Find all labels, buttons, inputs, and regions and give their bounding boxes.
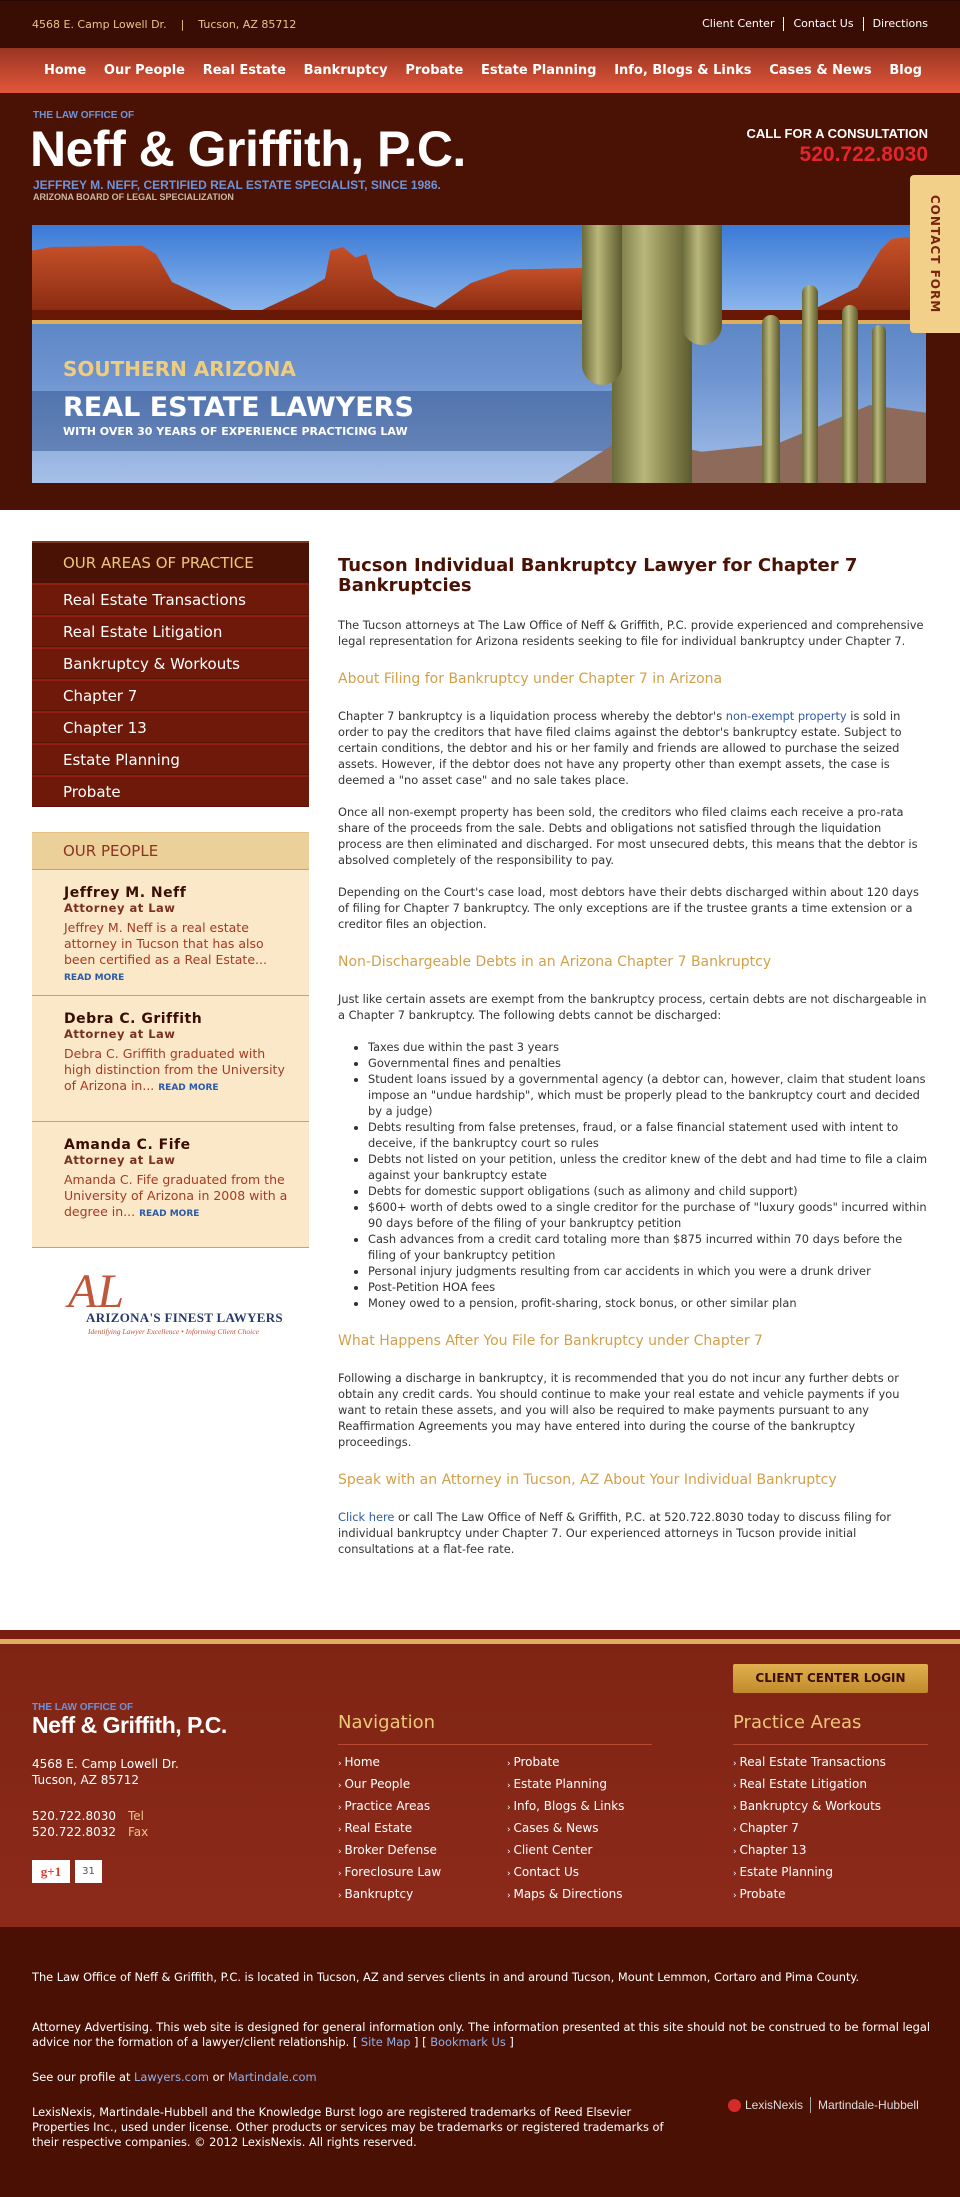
- paragraph: Just like certain assets are exempt from the bankruptcy process, certain debts are not dischargeable in a Chapter 7 bankruptcy. The following debts cannot be discharged:: [338, 992, 927, 1022]
- banner-line3: WITH OVER 30 YEARS OF EXPERIENCE PRACTICING LAW: [63, 425, 408, 438]
- read-more-link[interactable]: READ MORE: [158, 1083, 219, 1093]
- fax-number: 520.722.8032: [32, 1825, 116, 1839]
- footer-link: [733, 1795, 886, 1817]
- logo-name[interactable]: Neff & Griffith, P.C.: [30, 121, 466, 177]
- tel-label: Tel: [127, 1809, 144, 1823]
- footer-link-contact-us[interactable]: Contact Us: [513, 1865, 580, 1879]
- legal-footer: [0, 1927, 960, 2197]
- text: or call The Law Office of Neff & Griffith, P.C. at 520.722.8030 today to discuss filing for individual bankruptcy under Chapter 7. Our experienced attorneys in Tucson provide initial consultations at a flat-fee rate.: [338, 1510, 892, 1556]
- banner-line2: REAL ESTATE LAWYERS: [63, 392, 414, 423]
- nav-cases-news[interactable]: Cases & News: [769, 63, 872, 78]
- client-center-login-button[interactable]: CLIENT CENTER LOGIN: [733, 1664, 928, 1693]
- hero-banner: [32, 225, 926, 483]
- footer-link: [507, 1883, 624, 1905]
- non-dischargeable-list: [368, 1039, 928, 1311]
- footer-nav-col1: [338, 1751, 441, 1905]
- footer-link: [507, 1795, 624, 1817]
- section-heading: About Filing for Bankruptcy under Chapter 7 in Arizona: [338, 671, 723, 687]
- practice-areas-menu: [32, 541, 309, 807]
- location-statement: The Law Office of Neff & Griffith, P.C. is located in Tucson, AZ and serves clients in and around Tucson, Mount Lemmon, Cortaro and Pima County.: [32, 1970, 860, 1984]
- martindale-link[interactable]: Martindale.com: [227, 2070, 317, 2084]
- read-more-link[interactable]: READ MORE: [64, 973, 125, 983]
- google-plus-one-button[interactable]: [32, 1860, 102, 1883]
- knowledge-burst-icon: [728, 2099, 741, 2112]
- footer-link-real-estate[interactable]: Real Estate: [344, 1821, 413, 1835]
- footer-link: [507, 1751, 624, 1773]
- consultation-callout: [747, 126, 929, 167]
- footer-link: [507, 1817, 624, 1839]
- footer-link-our-people[interactable]: Our People: [344, 1777, 411, 1791]
- practice-item-real-estate-transactions[interactable]: Real Estate Transactions: [32, 583, 309, 615]
- practice-item-bankruptcy-workouts[interactable]: Bankruptcy & Workouts: [32, 647, 309, 679]
- contact-form-tab[interactable]: [910, 175, 960, 333]
- nav-our-people[interactable]: Our People: [103, 63, 186, 78]
- list-item: • $600+ worth of debts owed to a single creditor for the purchase of "luxury goods" incurred within 90 days before of the filing of your bankruptcy petition: [368, 1199, 928, 1231]
- logo-prefix: THE LAW OFFICE OF: [33, 110, 135, 121]
- person-title: Attorney at Law: [64, 901, 176, 915]
- list-item: • Student loans issued by a governmental agency (a debtor can, however, claim that student loans impose an "undue hardship", which must be properly plead to the bankruptcy court and decided by a judge): [368, 1071, 928, 1119]
- header: [0, 93, 960, 510]
- footer: [0, 1644, 960, 1927]
- footer-link: [338, 1773, 441, 1795]
- practice-item-chapter-13[interactable]: Chapter 13: [32, 711, 309, 743]
- footer-link: [733, 1773, 886, 1795]
- disclaimer: [32, 2020, 932, 2050]
- page-title: Tucson Individual Bankruptcy Lawyer for Chapter 7 Bankruptcies: [338, 555, 858, 596]
- person-title: Attorney at Law: [64, 1153, 176, 1167]
- bookmark-link[interactable]: Bookmark Us: [430, 2035, 506, 2049]
- footer-link-info-blogs[interactable]: Info, Blogs & Links: [513, 1799, 625, 1813]
- nav-bankruptcy[interactable]: Bankruptcy: [303, 63, 388, 78]
- footer-link: [733, 1817, 886, 1839]
- footer-link: [338, 1861, 441, 1883]
- site-map-link[interactable]: Site Map: [360, 2035, 411, 2049]
- footer-link: [733, 1751, 886, 1773]
- banner-line1: SOUTHERN ARIZONA: [63, 357, 296, 381]
- contact-us-link[interactable]: Contact Us: [783, 17, 862, 31]
- footer-city: Tucson, AZ 85712: [32, 1773, 139, 1787]
- practice-item-estate-planning[interactable]: Estate Planning: [32, 743, 309, 775]
- list-item: • Personal injury judgments resulting from car accidents in which you were a drunk driver: [368, 1263, 928, 1279]
- footer-practice-link[interactable]: Chapter 7: [739, 1821, 799, 1835]
- profile-links: [32, 2070, 932, 2085]
- person-bio: Jeffrey M. Neff is a real estate attorney in Tucson that has also been certified as a Real Estate...: [64, 920, 267, 967]
- paragraph: Depending on the Court's case load, most debtors have their debts discharged within about 120 days of filing for Chapter 7 bankruptcy. The only exceptions are if the trustee grants a time extension or a creditor files an objection.: [338, 885, 919, 931]
- nav-home[interactable]: Home: [44, 63, 87, 78]
- text: Attorney Advertising. This web site is designed for general information only. The information presented at this site should not be construed to be formal legal advice nor the formation of a lawyer/client relationship. [: [32, 2020, 931, 2049]
- logo-subtagline: ARIZONA BOARD OF LEGAL SPECIALIZATION: [33, 192, 234, 202]
- footer-practice-list: [733, 1751, 886, 1905]
- person-name[interactable]: Amanda C. Fife: [64, 1137, 191, 1153]
- footer-link-estate-planning[interactable]: Estate Planning: [513, 1777, 607, 1791]
- footer-address: [32, 1756, 179, 1788]
- divider: [733, 1744, 928, 1745]
- directions-link[interactable]: Directions: [863, 17, 928, 31]
- read-more-link[interactable]: READ MORE: [139, 1209, 200, 1219]
- footer-link: [733, 1861, 886, 1883]
- footer-link: [507, 1773, 624, 1795]
- utility-links: [693, 17, 928, 31]
- afl-logo-mark: AL: [68, 1265, 125, 1318]
- footer-practice-link[interactable]: Real Estate Transactions: [739, 1755, 886, 1769]
- person-bio: Amanda C. Fife graduated from the University of Arizona in 2008 with a degree in...: [64, 1172, 288, 1219]
- footer-link-foreclosure-law[interactable]: Foreclosure Law: [344, 1865, 442, 1879]
- list-item: • Debts not listed on your petition, unless the creditor knew of the debt and had time to file a claim against your bankruptcy estate: [368, 1151, 928, 1183]
- section-heading: Speak with an Attorney in Tucson, AZ About Your Individual Bankruptcy: [338, 1472, 837, 1488]
- paragraph: [338, 708, 928, 788]
- nav-real-estate[interactable]: Real Estate: [202, 63, 286, 78]
- address-street: 4568 E. Camp Lowell Dr.: [32, 18, 167, 31]
- footer-link: [338, 1839, 441, 1861]
- person-card: [32, 870, 309, 996]
- footer-link-probate[interactable]: Probate: [513, 1755, 560, 1769]
- plus-one-count: 31: [75, 1860, 102, 1883]
- footer-practice-link[interactable]: Bankruptcy & Workouts: [739, 1799, 882, 1813]
- text: See our profile at: [32, 2070, 135, 2084]
- footer-practice-link[interactable]: Real Estate Litigation: [739, 1777, 867, 1791]
- paragraph: Once all non-exempt property has been sold, the creditors who filed claims each receive a pro-rata share of the proceeds from the sale. Debts and obligations not satisfied through the liquidation process are then eliminated and discharged. For most unsecured debts, this means that the debtor is absolved completely of the responsibility to pay.: [338, 805, 918, 867]
- lexisnexis-logo: [728, 2097, 919, 2113]
- footer-navigation-title: Navigation: [338, 1712, 436, 1733]
- footer-practice-link[interactable]: Probate: [739, 1887, 786, 1901]
- footer-nav-col2: [507, 1751, 624, 1905]
- main-nav: [0, 48, 960, 93]
- footer-divider: [0, 1630, 960, 1639]
- nav-info-blogs-links[interactable]: Info, Blogs & Links: [614, 63, 752, 78]
- click-here-link[interactable]: Click here: [338, 1510, 395, 1524]
- banner-landscape: [32, 225, 926, 310]
- section-heading: Non-Dischargeable Debts in an Arizona Chapter 7 Bankruptcy: [338, 954, 772, 970]
- lexis-wordmark: LexisNexis: [745, 2097, 804, 2112]
- footer-link: [507, 1839, 624, 1861]
- afl-slogan: Identifying Lawyer Excellence • Informing Client Choice: [88, 1327, 259, 1336]
- top-address: [32, 18, 296, 31]
- list-item: • Cash advances from a credit card totaling more than $875 incurred within 70 days before the filing of your bankruptcy petition: [368, 1231, 928, 1263]
- footer-link-practice-areas[interactable]: Practice Areas: [344, 1799, 431, 1813]
- nav-estate-planning[interactable]: Estate Planning: [481, 63, 597, 78]
- non-exempt-property-link[interactable]: non-exempt property: [725, 709, 847, 723]
- person-name[interactable]: Debra C. Griffith: [64, 1011, 203, 1027]
- top-bar: [0, 0, 960, 48]
- lawyers-com-link[interactable]: Lawyers.com: [134, 2070, 209, 2084]
- text: ]: [505, 2035, 514, 2049]
- our-people-title: OUR PEOPLE: [32, 833, 309, 870]
- person-title: Attorney at Law: [64, 1027, 176, 1041]
- footer-link: [338, 1883, 441, 1905]
- header-phone[interactable]: 520.722.8030: [799, 143, 928, 166]
- nav-probate[interactable]: Probate: [405, 63, 464, 78]
- list-item: • Money owed to a pension, profit-sharing, stock bonus, or other similar plan: [368, 1295, 928, 1311]
- trademark-notice: LexisNexis, Martindale-Hubbell and the Knowledge Burst logo are registered trademarks of Reed Elsevier Properties Inc., used under license. Other products or services may be trademarks or registered trademarks of their respective companies. © 2012 LexisNexis. All rights reserved.: [32, 2105, 664, 2149]
- text: is sold in order to pay the creditors that have filed claims against the debtor's bankruptcy estate. Subject to certain conditions, the debtor and his or her family and friends are allowed to purchase the seized assets. However, if the debtor does not have any property other than exempt assets, the case is deemed a "no asset case" and no sale takes place.: [338, 709, 902, 787]
- tel-number[interactable]: 520.722.8030: [32, 1809, 116, 1823]
- client-center-link[interactable]: Client Center: [702, 17, 775, 30]
- text: Chapter 7 bankruptcy is a liquidation process whereby the debtor's: [338, 709, 726, 723]
- practice-areas-title: OUR AREAS OF PRACTICE: [32, 541, 309, 583]
- practice-item-real-estate-litigation[interactable]: Real Estate Litigation: [32, 615, 309, 647]
- footer-practice-link[interactable]: Chapter 13: [739, 1843, 807, 1857]
- arizonas-finest-lawyers-badge[interactable]: [64, 1265, 284, 1340]
- paragraph: Following a discharge in bankruptcy, it is recommended that you do not incur any further debts or obtain any credit cards. You should continue to make your real estate and vehicle payments if you want to retain these assets, and you will also be required to make payments pursuant to any Reaffirmation Agreements you may have entered into during the course of the bankruptcy proceedings.: [338, 1371, 900, 1449]
- footer-link-home[interactable]: Home: [344, 1755, 380, 1769]
- address-city: Tucson, AZ 85712: [198, 18, 297, 31]
- footer-street: 4568 E. Camp Lowell Dr.: [32, 1757, 179, 1771]
- afl-name: ARIZONA'S FINEST LAWYERS: [86, 1310, 283, 1325]
- footer-logo-prefix: THE LAW OFFICE OF: [32, 1702, 134, 1713]
- list-item: • Debts for domestic support obligations (such as alimony and child support): [368, 1183, 928, 1199]
- contact-form-label: CONTACT FORM: [928, 194, 942, 314]
- our-people-panel: [32, 832, 309, 1248]
- practice-item-chapter-7[interactable]: Chapter 7: [32, 679, 309, 711]
- text: ] [: [410, 2035, 431, 2049]
- list-item: • Taxes due within the past 3 years: [368, 1039, 928, 1055]
- martindale-wordmark: Martindale-Hubbell: [818, 2097, 919, 2112]
- footer-link: [338, 1751, 441, 1773]
- paragraph: [338, 1509, 928, 1557]
- footer-logo-name: Neff & Griffith, P.C.: [32, 1712, 227, 1738]
- practice-item-probate[interactable]: Probate: [32, 775, 309, 807]
- footer-link: [507, 1861, 624, 1883]
- list-item: • Debts resulting from false pretenses, fraud, or a false financial statement used with intent to deceive, if the bankruptcy court so rules: [368, 1119, 928, 1151]
- footer-link: [733, 1883, 886, 1905]
- footer-link-bankruptcy[interactable]: Bankruptcy: [344, 1887, 414, 1901]
- call-label: CALL FOR A CONSULTATION: [746, 126, 928, 141]
- person-card: [32, 996, 309, 1122]
- main-content: [338, 556, 928, 1573]
- footer-link-cases-news[interactable]: Cases & News: [513, 1821, 599, 1835]
- list-item: • Post-Petition HOA fees: [368, 1279, 928, 1295]
- footer-link-maps-directions[interactable]: Maps & Directions: [513, 1887, 623, 1901]
- section-heading: What Happens After You File for Bankruptcy under Chapter 7: [338, 1333, 763, 1349]
- footer-practice-title: Practice Areas: [733, 1712, 862, 1733]
- nav-blog[interactable]: Blog: [889, 63, 922, 78]
- footer-link-client-center[interactable]: Client Center: [513, 1843, 593, 1857]
- logo-tagline: JEFFREY M. NEFF, CERTIFIED REAL ESTATE SPECIALIST, SINCE 1986.: [33, 178, 441, 192]
- fax-label: Fax: [127, 1825, 149, 1839]
- person-bio: Debra C. Griffith graduated with high distinction from the University of Arizona in...: [64, 1046, 285, 1093]
- footer-practice-link[interactable]: Estate Planning: [739, 1865, 833, 1879]
- person-name[interactable]: Jeffrey M. Neff: [64, 885, 187, 901]
- footer-link: [733, 1839, 886, 1861]
- intro-paragraph: The Tucson attorneys at The Law Office of Neff & Griffith, P.C. provide experienced and comprehensive legal representation for Arizona residents seeking to file for individual bankruptcy under Chapter 7.: [338, 618, 924, 648]
- google-plus-icon[interactable]: g+1: [32, 1860, 70, 1883]
- footer-link-broker-defense[interactable]: Broker Defense: [344, 1843, 437, 1857]
- separator: |: [180, 18, 185, 31]
- person-card: [32, 1122, 309, 1248]
- divider: [338, 1744, 652, 1745]
- text: or: [209, 2070, 228, 2084]
- footer-phones: [32, 1808, 148, 1840]
- footer-link: [338, 1795, 441, 1817]
- footer-link: [338, 1817, 441, 1839]
- list-item: • Governmental fines and penalties: [368, 1055, 928, 1071]
